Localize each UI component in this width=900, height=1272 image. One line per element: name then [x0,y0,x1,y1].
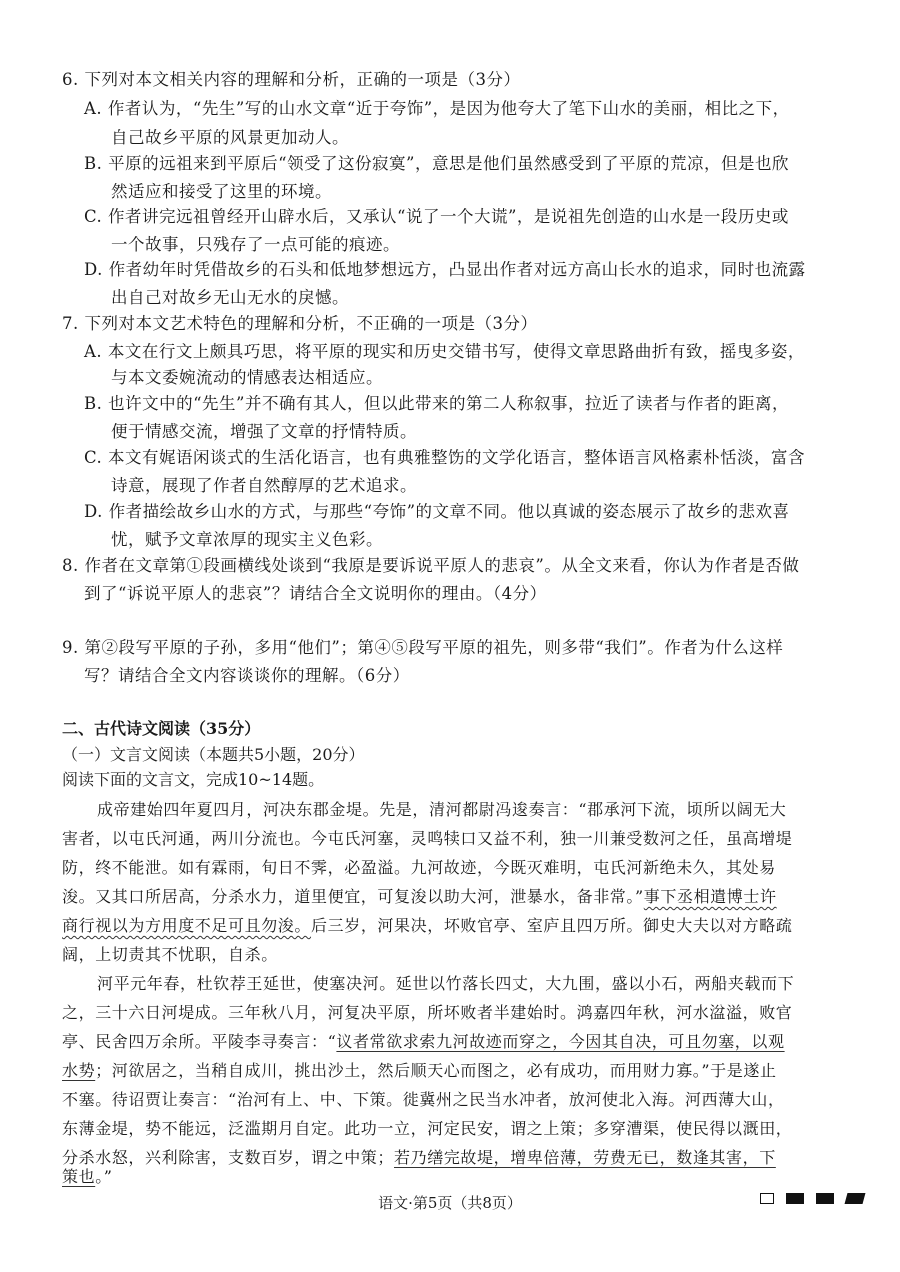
question-6-option-a-cont: 自己故乡平原的风景更加动人。 [111,128,349,147]
question-6-option-d-cont: 出自己对故乡无山无水的戾憾。 [111,288,349,307]
underlined-text: 水势 [62,1061,96,1080]
reading-instruction: 阅读下面的文言文，完成10~14题。 [62,770,325,789]
question-7-option-a-cont: 与本文委婉流动的情感表达相适应。 [111,368,383,387]
question-7-option-a: A. 本文在行文上颇具巧思，将平原的现实和历史交错书写，使得文章思路曲折有致，摇曳多姿， [84,342,805,361]
question-9-line-2: 写？请结合全文内容谈谈你的理解。（6分） [84,666,410,685]
passage-text: 亭、民舍四万余所。平陵李寻奏言：“ [62,1032,337,1051]
passage-text: 分杀水怒，兴利除害，支数百岁，谓之中策； [62,1148,395,1167]
question-8-line-2: 到了“诉说平原人的悲哀”？请结合全文说明你的理由。（4分） [84,584,547,603]
question-7-option-c-cont: 诗意，展现了作者自然醇厚的艺术追求。 [111,476,417,495]
passage-line: 河平元年春，杜钦荐王延世，使塞决河。延世以竹落长四丈，大九围，盛以小石，两船夹载而下 [97,974,795,993]
question-6-option-b: B. 平原的远祖来到平原后“领受了这份寂寞”，意思是他们虽然感受到了平原的荒凉，但是也欣 [84,154,789,173]
passage-text: 浚。又其口所居高，分杀水力，道里便宜，可复浚以助大河，泄暴水，备非常。” [62,887,644,906]
solid-mark [845,1193,866,1204]
question-7-option-d: D. 作者描绘故乡山水的方式，与那些“夸饰”的文章不同。他以真诚的姿态展示了故乡的悲欢喜 [84,502,790,521]
question-7-option-b: B. 也许文中的“先生”并不确有其人，但以此带来的第二人称叙事，拉近了读者与作者的距离， [84,394,789,413]
passage-line [62,1162,113,1191]
passage-line [62,1143,776,1172]
question-9-line-1: 9. 第②段写平原的子孙，多用“他们”；第④⑤段写平原的祖先，则多带“我们”。作者为什么这样 [62,638,784,657]
passage-line: 不塞。待诏贾让奏言：“治河有上、中、下策。徙冀州之民当水冲者，放河使北入海。河西薄大山， [62,1090,785,1109]
hollow-mark [760,1193,774,1204]
wavy-underlined-text: 商行视以为方用度不足可且勿浚。 [62,916,312,935]
question-6-option-d: D. 作者幼年时凭借故乡的石头和低地梦想远方，凸显出作者对远方高山长水的追求，同时也流露 [84,260,806,279]
passage-line [62,1027,785,1056]
question-7-stem: 7. 下列对本文艺术特色的理解和分析，不正确的一项是（3分） [62,314,538,333]
passage-text: 后三岁，河果决，坏败官亭、室庐且四万所。御史大夫以对方略疏 [311,916,793,935]
underlined-text: 议者常欲求索九河故迹而穿之，今因其自决，可且勿塞，以观 [336,1032,785,1051]
passage-line: 害者，以屯氏河通，两川分流也。今屯氏河塞，灵鸣犊口又益不利，独一川兼受数河之任，虽高增堤 [62,829,793,848]
passage-text: 。” [95,1167,113,1186]
passage-line: 阔，上切责其不忧职，自杀。 [62,945,278,964]
passage-line: 东薄金堤，势不能远，泛滥期月自定。此功一立，河定民安，谓之上策；多穿漕渠，使民得以溉田， [62,1119,793,1138]
underlined-text: 若乃缮完故堤，增卑倍薄，劳费无已，数逢其害，下 [394,1148,776,1167]
underlined-text: 策也 [62,1167,96,1186]
question-8-line-1: 8. 作者在文章第①段画横线处谈到“我原是要诉说平原人的悲哀”。从全文来看，你认为作者是否做 [62,556,800,575]
passage-line: 之，三十六日河堤成。三年秋八月，河复决平原，所坏败者半建始时。鸿嘉四年秋，河水湓溢，败官 [62,1003,793,1022]
passage-line: 成帝建始四年夏四月，河决东郡金堤。先是，清河都尉冯逡奏言：“郡承河下流，顷所以阔无大 [97,800,787,819]
question-6-stem: 6. 下列对本文相关内容的理解和分析，正确的一项是（3分） [62,70,521,89]
question-7-option-d-cont: 忧，赋予文章浓厚的现实主义色彩。 [111,530,383,549]
question-6-option-c: C. 作者讲完远祖曾经开山辟水后，又承认“说了一个大谎”，是说祖先创造的山水是一段历史或 [84,207,789,226]
passage-line [62,882,777,911]
question-7-option-c: C. 本文有娓语闲谈式的生活化语言，也有典雅整饬的文学化语言，整体语言风格素朴恬淡，富含 [84,448,806,467]
passage-text: ；河欲居之，当稍自成川，挑出沙土，然后顺天心而图之，必有成功，而用财力寡。”于是遂止 [95,1061,777,1080]
passage-line [62,1056,777,1085]
solid-mark [816,1193,834,1204]
passage-line [62,911,792,940]
question-6-option-c-cont: 一个故事，只残存了一点可能的痕迹。 [111,235,400,254]
question-6-option-b-cont: 然适应和接受了这里的环境。 [111,182,332,201]
page-footer: 语文·第5页（共8页） [378,1194,522,1212]
wavy-underlined-text: 事下丞相遣博士许 [643,887,777,906]
solid-mark [786,1193,804,1204]
section-title: 二、古代诗文阅读（35分） [62,719,261,738]
question-6-option-a: A. 作者认为，“先生”写的山水文章“近于夸饰”，是因为他夸大了笔下山水的美丽，相比之下， [84,99,790,118]
passage-line: 防，终不能泄。如有霖雨，旬日不霁，必盈溢。九河故迹，今既灭难明，屯氏河新绝未久，其处易 [62,858,776,877]
subsection-title: （一）文言文阅读（本题共5小题，20分） [62,745,365,764]
question-7-option-b-cont: 便于情感交流，增强了文章的抒情特质。 [111,422,417,441]
